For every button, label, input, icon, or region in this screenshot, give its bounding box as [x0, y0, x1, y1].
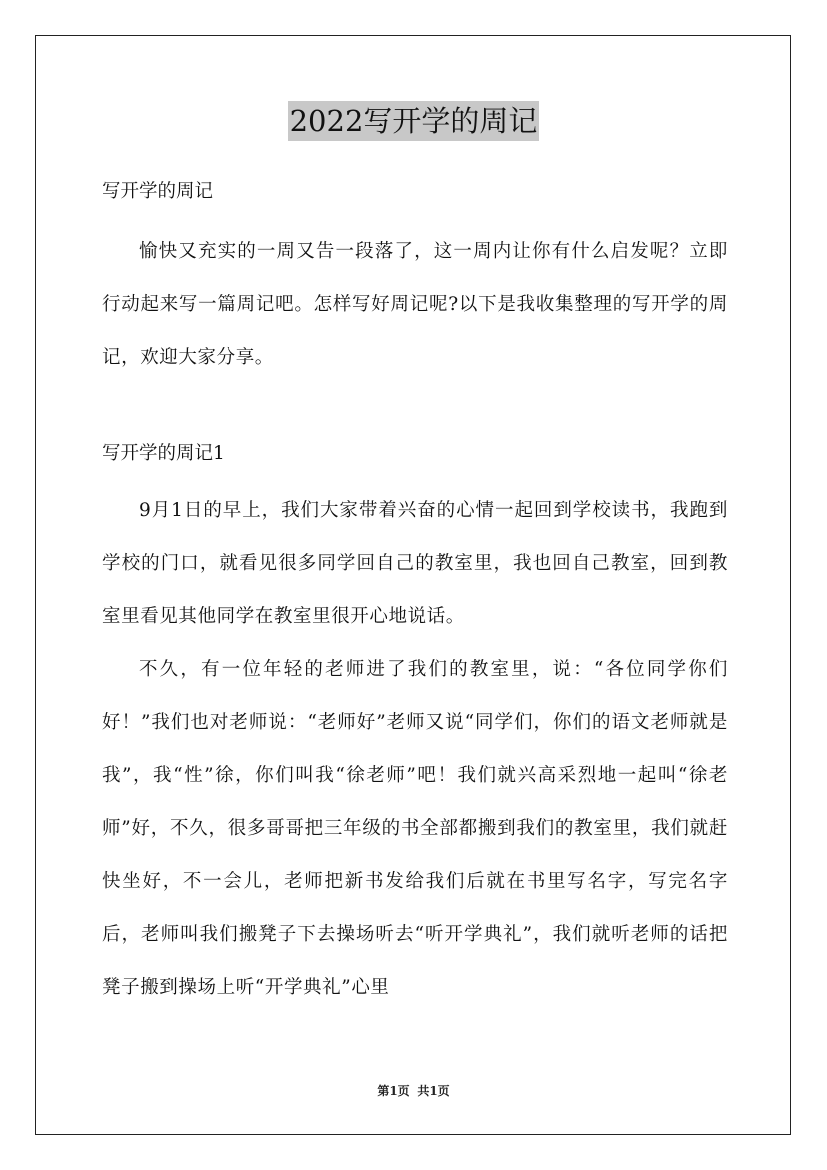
intro-paragraph: 愉快又充实的一周又告一段落了，这一周内让你有什么启发呢？立即行动起来写一篇周记吧。怎样写好周记呢?以下是我收集整理的写开学的周记，欢迎大家分享。 — [102, 241, 728, 368]
page-number: 第1页 — [377, 1084, 410, 1098]
intro-heading: 写开学的周记 — [102, 181, 214, 202]
document-title: 2022写开学的周记 — [288, 101, 540, 141]
page-footer — [0, 1082, 827, 1100]
section-1-paragraph-1: 9月1日的早上，我们大家带着兴奋的心情一起回到学校读书，我跑到学校的门口，就看见很多同学回自己的教室里，我也回自己教室，回到教室里看见其他同学在教室里很开心地说话。 — [102, 500, 728, 627]
section-1-heading: 写开学的周记1 — [102, 443, 225, 464]
section-1-paragraph-2: 不久，有一位年轻的老师进了我们的教室里，说：“各位同学你们好！”我们也对老师说：“老师好”老师又说“同学们，你们的语文老师就是我”，我“性”徐，你们叫我“徐老师”吧！我们就兴高采烈地一起叫“徐老师”好，不久，很多哥哥把三年级的书全部都搬到我们的教室里，我们就赶快坐好，不一会儿，老师把新书发给我们后就在书里写名字，写完名字后，老师叫我们搬凳子下去操场听去“听开学典礼”，我们就听老师的话把凳子搬到操场上听“开学典礼”心里 — [102, 659, 728, 998]
document-body — [102, 175, 728, 1014]
title-container — [0, 101, 827, 141]
total-pages: 共1页 — [417, 1084, 450, 1098]
